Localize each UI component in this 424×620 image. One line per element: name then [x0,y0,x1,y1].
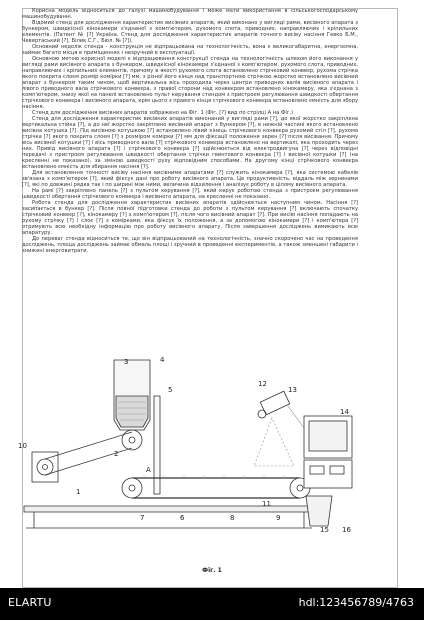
paragraph: Для встановлення точності висіву насіння висівними апаратами [?] служить кінокамера [?], яка системою кабелів зв'язана з комп'ютером [?], який фіксує дані про роботу висівного апарата. Це продуктивність, віддаль між зернинами [?], які по довжині рядка так і по ширині між ними, величина відхилення і аналізує роботу в цілому висівного апарата. [22,170,358,188]
vertical-stand [154,396,160,494]
footer-handle: hdl:123456789/4763 [298,596,414,609]
figure-caption: Фіг. 1 [202,567,222,574]
callout-1: 1 [76,488,81,496]
callout-7: 7 [140,514,145,522]
camera [254,391,294,466]
callout-5: 5 [168,386,173,394]
footer-repository: ELARTU [8,596,52,609]
paragraph: Основний недолік стенда - конструкція не відпрацьована на технологічність, вона є великогабаритна, енергоємна, займає багато місця в приміщеннях і незручний в експлуатації. [22,44,358,56]
paragraph: Відомий стенд для дослідження характеристик висівних апаратів, який виконано у вигляді рами, висівного апарата з бункером, швидкісної кінокамери з'єднаної з комп'ютером, рухомого слота, приводних, направляючих і кріпильних елементів. (Патент № [?] Україна. Стенд для дослідження характеристик апаратів точного висіву насіння Гевко Б.М., Чевертаський [?], Білик С.Г., Бюл. № [?]). [22,20,358,44]
callout-10: 10 [18,442,27,450]
paragraph: До переваг стенда відноситься те, що він відпрацьований на технологічність, значно скорочено час на проведення досліджень, площа досліджень займає обмаль площі і зручний в проведенні експериментів, а також зменшені габарити і знижені енерговитрати. [22,236,358,254]
callout-12: 12 [258,380,267,388]
callout-2: 2 [114,450,119,458]
paragraph: Основною метою корисної моделі є відпрацювання конструкції стенда на технологічність шляхом його виконання у вигляді рами висівного апарата з бункером, швидкісної кінокамери з'єднаної з комп'ютером, рухомого слота, приводних, направляючих і кріпильних елементів, причому в якості рухомого слота встановлено стрічковий конвеєр, рухома стрічка якого покрита слоєм розмір комірки [?] мм, з різної його кінця над транспортною стрічкою жорстко встановлено висівний апарат з бункером таким чином, щоб вертикальна вісь проходила через центри приводних валів висівного апарата і лівого приводного вала стрічкового конвеєра, з правої сторони над конвеєром встановлено кінокамеру, яка з'єднана з комп'ютером, знизу якої на панелі встановлено пульт керування стендом з пристроєм регулювання швидкості обертання стрічкового конвеєра і висівного апарата, крім цього з правого кінця стрічкового конвеєра встановлено ємність для збору насіння. [22,56,358,110]
callout-13: 13 [288,386,297,394]
paragraph: На рамі [?] закріплено панель [?] з пультом керування [?], який керує роботою стенда з пристроєм регулювання швидкості обертання стрічкового конвеєра і висівного апарата, на кресленні не показано. [22,188,358,200]
callout-3: 3 [124,358,129,366]
callout-11: 11 [262,500,271,508]
callout-4: 4 [160,356,165,364]
callout-16: 16 [342,526,351,534]
callout-8: 8 [230,514,235,522]
paragraph: Корисна модель відноситься до галузі машинобудування і може мати використання в сільськогосподарському машинобудуванні. [22,8,358,20]
figure-1-drawing [14,356,362,556]
paragraph: Стенд для дослідження характеристик висівних апаратів виконаний у вигляді рами [?], до якої жорстко закріплена вертикальна стійка [?], а до неї жорстко закріплено висівний апарат з бункером [?], в нижній частині якого встановлено висівна котушка [?]. Під висівною котушкою [?] встановлено лівий кінець стрічкового конвеєра рухомий стіл [?], рухома стрічка [?] якого покрита слоєм [?] з розміром комірки [?] мм для фіксації положення зерен [?] після висівання. Причому вісь висівної котушки [?] і вісь приводного вала [?] стрічкового конвеєра встановлено на вертикалі, яка проходить через них. Привід висівного апарата [?] і стрічкового конвеєра [?] здійснюється від електродвигуна [?] через відповідні передачі з пристроєм регулювання швидкості обертання стрічки гвинтового конвеєра [?] і висівної котушки [?] (на кресленні не показано), за зміною швидкості руху відповідним способами. На другому кінці стрічкового конвеєра встановлено ємність для збирання насіння [?]. [22,116,358,170]
seed-container [306,496,332,526]
callout-15: 15 [320,526,329,534]
paragraph: Робота стенда для дослідження характеристик висівних апаратів здійснюється наступним чином. Насіння [?] засипається в бункер [?]. Після повної підготовки стенда до роботи з пультом керування [?] включають спочатку стрічковий конвеєр [?], кінокамеру [?] з комп'ютером [?], після чого висівний апарат [?]. При висіві насіння попадають на рухому стрічку [?] і слоє [?] з комірками, яка фіксує їх положення, а за допомогою кінокамери [?] і комп'ютера [?] отримують всю необхідну інформацію про роботу висівного апарату. Після завершення досліджень вимикають всю апаратуру. [22,200,358,236]
arrow-a-label: A [146,466,151,474]
footer-bar [0,588,424,620]
hopper-seed [116,396,148,427]
paragraph: Стенд для дослідження висівних апаратів зображено на Фіг. 1 (Фіг. [?] вид по стрілці А на Фіг.) [32,110,294,116]
drive-roller-left [122,478,142,498]
callout-14: 14 [340,408,349,416]
document-body [22,8,358,254]
seeding-coil [122,430,142,450]
callout-9: 9 [276,514,281,522]
callout-6: 6 [180,514,185,522]
